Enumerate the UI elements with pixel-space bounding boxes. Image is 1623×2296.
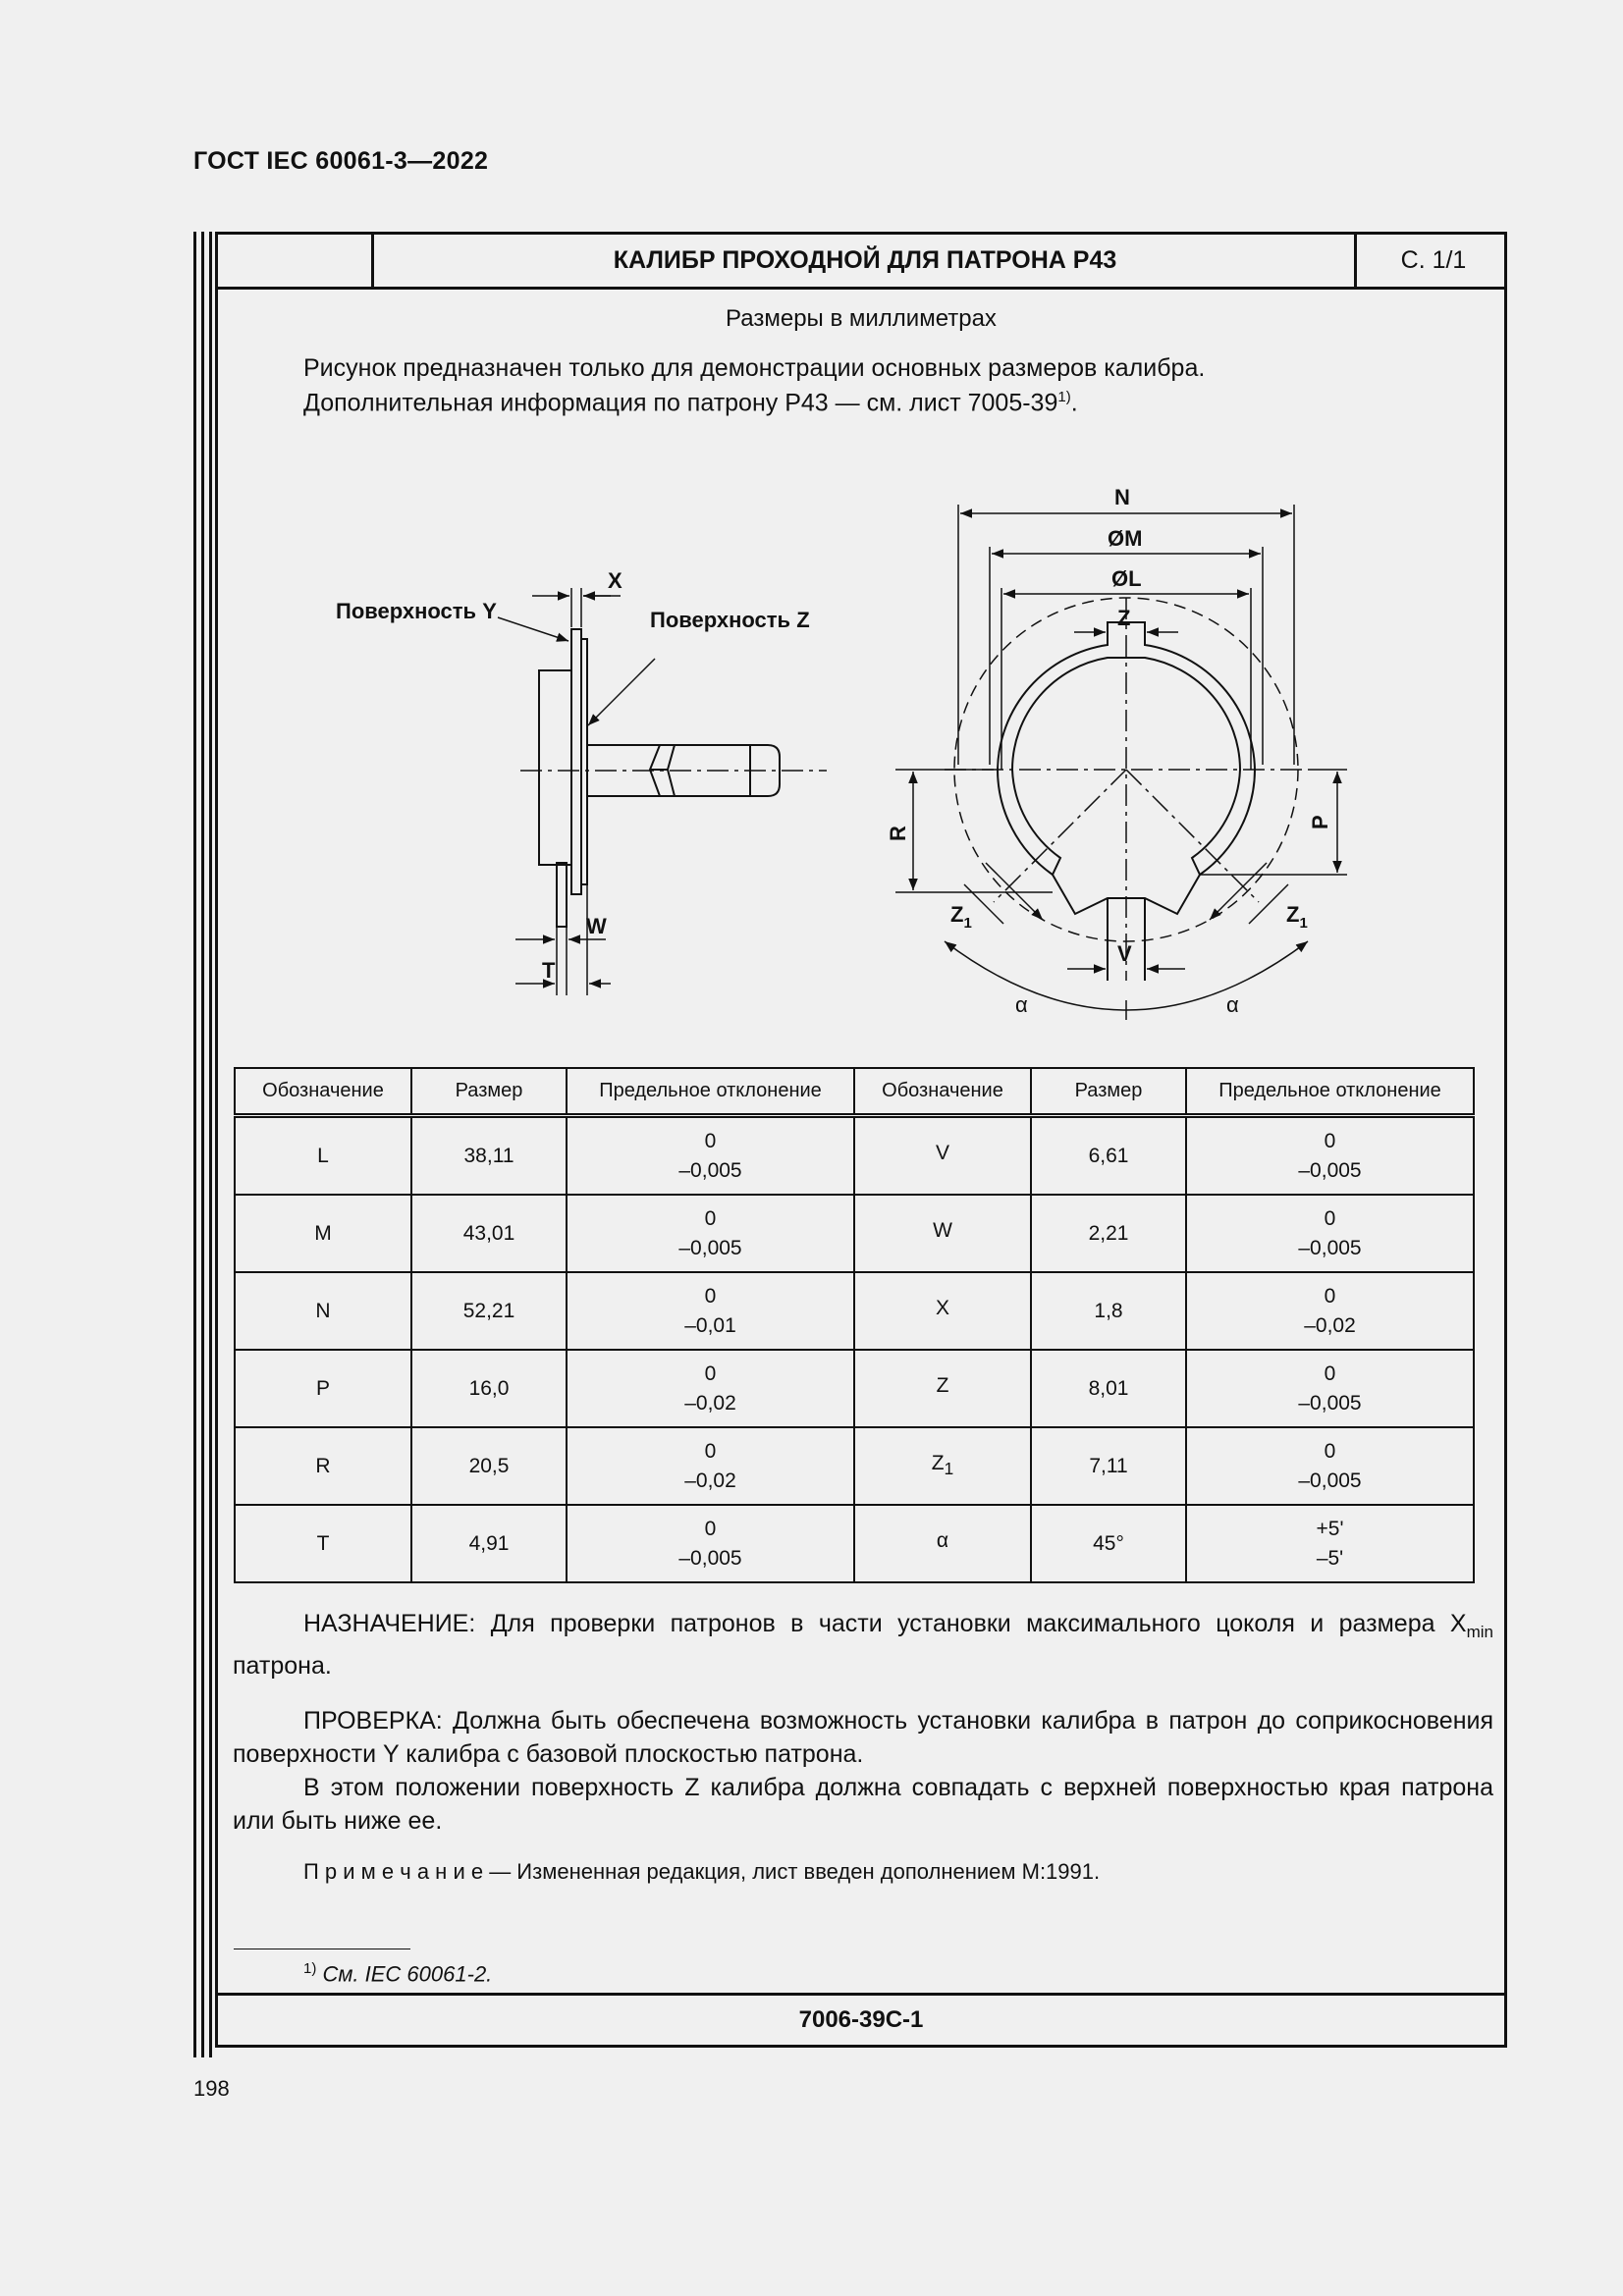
label-alpha-right: α [1226,992,1239,1017]
label-t: T [542,958,556,983]
label-alpha-left: α [1015,992,1028,1017]
size-cell: 6,61 [1031,1116,1186,1196]
table-row [235,1427,1474,1505]
check-paragraph-2: В этом положении поверхность Z калибра должна совпадать с верхней поверхностью края патрона или быть ниже ее. [233,1774,1493,1835]
table-row [235,1505,1474,1582]
margin-line [201,232,204,2057]
designation-cell: X [854,1272,1031,1350]
label-v: V [1117,941,1132,966]
margin-line [209,232,212,2057]
title-block-blank-cell [218,235,374,287]
dimensions-table [234,1067,1475,1583]
label-w: W [586,914,607,938]
col-header-tolerance: Предельное отклонение [1186,1068,1474,1116]
tolerance-cell: 0 –0,005 [567,1195,854,1272]
designation-cell: T [235,1505,411,1582]
designation-cell: V [854,1116,1031,1196]
tolerance-cell: 0 –0,005 [1186,1116,1474,1196]
size-cell: 38,11 [411,1116,567,1196]
col-header-designation: Обозначение [854,1068,1031,1116]
intro-line-2: Дополнительная информация по патрону P43 — см. лист 7005-39$^{1)}$. [303,389,1078,417]
size-cell: 7,11 [1031,1427,1186,1505]
gauge-surface-z-plate [571,629,581,894]
table-row [235,1195,1474,1272]
intro-line-1: Рисунок предназначен только для демонстрации основных размеров калибра. [303,354,1206,382]
label-z1-right: $Z_1$ [1286,902,1308,932]
units-note: Размеры в миллиметрах [726,305,997,332]
purpose-paragraph: НАЗНАЧЕНИЕ: Для проверки патронов в части установки максимального цоколя и размера $X_{min}$ патрона. [233,1610,1493,1680]
tolerance-cell: 0 –0,005 [1186,1427,1474,1505]
table-header-row [235,1068,1474,1116]
label-z: Z [1117,606,1131,630]
size-cell: 20,5 [411,1427,567,1505]
sheet-frame [215,232,1507,2048]
label-p: P [1308,815,1332,829]
designation-cell: N [235,1272,411,1350]
label-l: ØL [1111,566,1142,591]
table-row [235,1272,1474,1350]
size-cell: 45° [1031,1505,1186,1582]
tolerance-cell: 0 –0,005 [567,1116,854,1196]
document-header: ГОСТ IEC 60061-3—2022 [193,147,489,175]
col-header-size: Размер [411,1068,567,1116]
label-r: R [886,826,910,841]
label-z1-left: $Z_1$ [950,902,972,932]
size-cell: 43,01 [411,1195,567,1272]
footnote-ref: 1) [1057,389,1071,405]
tolerance-cell: 0 –0,02 [1186,1272,1474,1350]
col-header-size: Размер [1031,1068,1186,1116]
footnote: $^{1)}$ См. IEC 60061-2. [303,1960,493,1987]
designation-cell: Z [854,1350,1031,1427]
label-n: N [1114,485,1130,509]
tolerance-cell: 0 –0,005 [1186,1350,1474,1427]
page-number: 198 [193,2076,230,2101]
col-header-designation: Обозначение [235,1068,411,1116]
designation-cell: L [235,1116,411,1196]
table-row [235,1116,1474,1196]
col-header-tolerance: Предельное отклонение [567,1068,854,1116]
check-paragraph-1: ПРОВЕРКА: Должна быть обеспечена возможность установки калибра в патрон до соприкосновения поверхности Y калибра с базовой плоскостью патрона. [233,1707,1493,1768]
label-m: ØM [1108,526,1143,551]
size-cell: 2,21 [1031,1195,1186,1272]
label-x: X [608,568,622,593]
size-cell: 52,21 [411,1272,567,1350]
tolerance-cell: +5' –5' [1186,1505,1474,1582]
size-cell: 1,8 [1031,1272,1186,1350]
designation-cell: P [235,1350,411,1427]
label-surface-z: Поверхность Z [650,608,810,632]
label-surface-y: Поверхность Y [336,599,497,623]
tolerance-cell: 0 –0,005 [567,1505,854,1582]
margin-line [193,232,196,2057]
gauge-drawing [218,431,1504,1059]
designation-cell: α [854,1505,1031,1582]
tolerance-cell: 0 –0,005 [1186,1195,1474,1272]
table-row [235,1350,1474,1427]
tolerance-cell: 0 –0,02 [567,1427,854,1505]
size-cell: 16,0 [411,1350,567,1427]
designation-cell: M [235,1195,411,1272]
sheet-code: 7006-39C-1 [218,1993,1504,2045]
note: П р и м е ч а н и е — Измененная редакция, лист введен дополнением М:1991. [303,1859,1101,1884]
size-cell: 4,91 [411,1505,567,1582]
tolerance-cell: 0 –0,01 [567,1272,854,1350]
title-block [218,235,1504,290]
designation-cell: $Z_1$ [854,1427,1031,1505]
gauge-flange [539,670,571,865]
designation-cell: W [854,1195,1031,1272]
designation-cell: R [235,1427,411,1505]
sheet-title: КАЛИБР ПРОХОДНОЙ ДЛЯ ПАТРОНА P43 [613,246,1117,274]
size-cell: 8,01 [1031,1350,1186,1427]
sheet-page: С. 1/1 [1354,235,1510,287]
tolerance-cell: 0 –0,02 [567,1350,854,1427]
